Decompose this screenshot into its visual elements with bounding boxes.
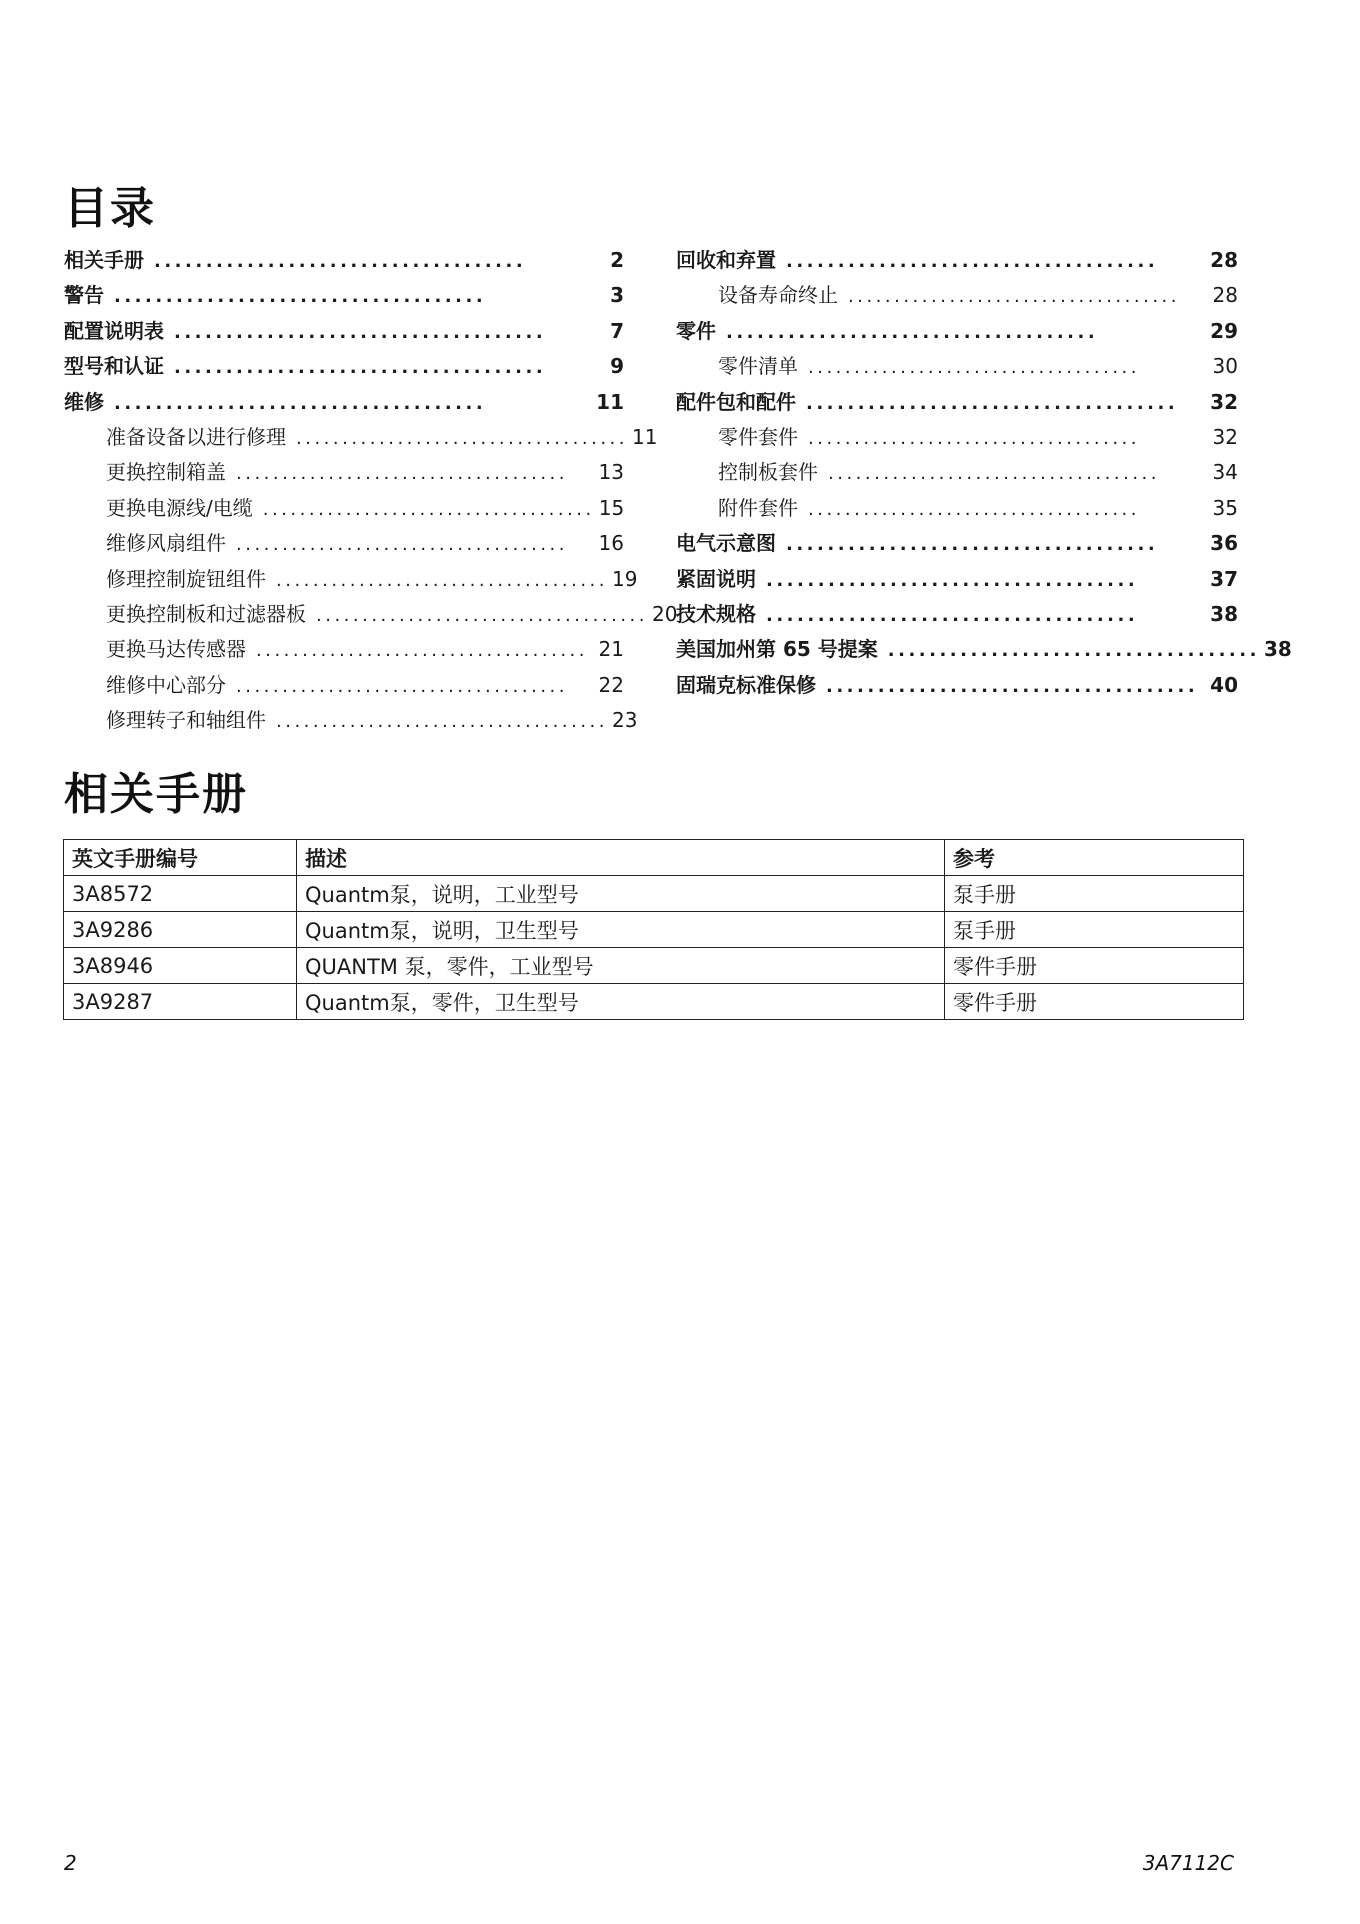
toc-entry-page: 9 [610, 354, 624, 379]
toc-entry-label: 维修风扇组件 [106, 531, 226, 556]
toc-entry-label: 电气示意图 [676, 531, 776, 556]
toc-entry-leader: .................................... [808, 498, 1140, 520]
toc-entry-label: 控制板套件 [718, 460, 818, 485]
page-number: 2 [64, 1851, 77, 1875]
toc-entry-page: 20 [651, 601, 678, 626]
toc-entry-page: 3 [610, 283, 624, 308]
toc-entry-page: 29 [1210, 318, 1238, 343]
toc-entry-page: 22 [598, 672, 624, 697]
reference-cell: 零件手册 [945, 984, 1244, 1020]
toc-entry-page: 23 [611, 708, 638, 733]
toc-subentry[interactable] [64, 668, 624, 703]
manual-number-cell: 3A9286 [64, 912, 297, 948]
toc-entry-page: 30 [1212, 354, 1238, 379]
toc-entry-label: 警告 [64, 283, 104, 308]
toc-entry-leader: .................................... [766, 604, 1139, 626]
toc-subentry[interactable] [64, 562, 638, 597]
toc-entry[interactable] [676, 562, 1238, 597]
toc-entry-leader: .................................... [826, 675, 1199, 697]
toc-title: 目录 [64, 183, 156, 234]
description-cell: QUANTM 泵，零件，工业型号 [297, 948, 945, 984]
toc-entry[interactable] [676, 632, 1292, 667]
toc-entry-leader: .................................... [828, 463, 1160, 485]
toc-entry-page: 19 [611, 566, 638, 591]
toc-entry-leader: .................................... [154, 251, 527, 272]
toc-entry-label: 相关手册 [64, 248, 144, 272]
toc-subentry[interactable] [64, 526, 624, 561]
toc-entry-page: 35 [1212, 495, 1238, 520]
toc-entry-label: 更换控制箱盖 [106, 460, 226, 485]
toc-entry-label: 固瑞克标准保修 [676, 672, 816, 697]
toc-entry[interactable] [64, 243, 624, 278]
table-row [64, 912, 1244, 948]
toc-subentry[interactable] [64, 597, 678, 632]
manual-number-cell: 3A8572 [64, 876, 297, 912]
toc-entry[interactable] [64, 314, 624, 349]
toc-entry-leader: .................................... [786, 534, 1159, 556]
description-cell: Quantm泵，零件，卫生型号 [297, 984, 945, 1020]
toc-entry-leader: .................................... [256, 640, 588, 662]
reference-cell: 泵手册 [945, 912, 1244, 948]
toc-entry-label: 技术规格 [676, 601, 756, 626]
toc-entry-leader: .................................... [296, 427, 628, 449]
toc-entry-leader: .................................... [236, 675, 568, 697]
toc-entry[interactable] [676, 526, 1238, 561]
toc-entry-page: 11 [596, 389, 624, 414]
toc-subentry[interactable] [676, 455, 1238, 490]
manual-number-cell: 3A9287 [64, 984, 297, 1020]
toc-entry-page: 40 [1210, 672, 1238, 697]
toc-left-column [64, 243, 678, 738]
toc-entry-label: 修理控制旋钮组件 [106, 566, 266, 591]
reference-cell: 零件手册 [945, 948, 1244, 984]
toc-entry[interactable] [676, 385, 1238, 420]
toc-entry[interactable] [64, 278, 624, 313]
toc-entry-label: 维修 [64, 389, 104, 414]
toc-entry-page: 2 [610, 248, 624, 272]
toc-entry-page: 28 [1210, 248, 1238, 272]
toc-entry-page: 13 [598, 460, 624, 485]
toc-entry-label: 附件套件 [718, 495, 798, 520]
toc-entry-leader: .................................... [808, 427, 1140, 449]
column-header-description: 描述 [297, 840, 945, 876]
toc-entry[interactable] [676, 314, 1238, 349]
toc-entry-page: 16 [598, 531, 624, 556]
toc-entry-label: 零件清单 [718, 354, 798, 379]
toc-entry[interactable] [676, 243, 1238, 278]
toc-entry-label: 准备设备以进行修理 [106, 424, 286, 449]
toc-entry-label: 美国加州第 65 号提案 [676, 637, 878, 662]
toc-entry-label: 零件套件 [718, 424, 798, 449]
toc-entry-leader: .................................... [887, 640, 1260, 662]
description-cell: Quantm泵，说明，工业型号 [297, 876, 945, 912]
toc-subentry[interactable] [64, 455, 624, 490]
toc-entry-leader: .................................... [174, 321, 547, 343]
toc-entry-leader: .................................... [174, 357, 547, 379]
toc-entry-page: 28 [1212, 283, 1238, 308]
table-header-row [64, 840, 1244, 876]
toc-entry[interactable] [64, 385, 624, 420]
toc-subentry[interactable] [64, 420, 658, 455]
related-manuals-table [63, 839, 1244, 1020]
toc-entry-label: 更换电源线/电缆 [106, 495, 253, 520]
toc-entry-page: 38 [1210, 601, 1238, 626]
table-row [64, 876, 1244, 912]
toc-entry[interactable] [676, 668, 1238, 703]
column-header-reference: 参考 [945, 840, 1244, 876]
toc-entry[interactable] [64, 349, 624, 384]
toc-entry-page: 7 [610, 318, 624, 343]
toc-entry-label: 型号和认证 [64, 354, 164, 379]
toc-entry-label: 配件包和配件 [676, 389, 796, 414]
toc-subentry[interactable] [676, 491, 1238, 526]
toc-entry-label: 设备寿命终止 [718, 283, 838, 308]
toc-entry-page: 32 [1212, 424, 1238, 449]
reference-cell: 泵手册 [945, 876, 1244, 912]
toc-entry-leader: .................................... [806, 392, 1179, 414]
toc-entry-page: 21 [598, 637, 624, 662]
toc-entry-label: 维修中心部分 [106, 672, 226, 697]
toc-subentry[interactable] [64, 703, 638, 738]
toc-entry-leader: .................................... [848, 286, 1180, 308]
description-cell: Quantm泵，说明，卫生型号 [297, 912, 945, 948]
toc-entry-leader: .................................... [236, 463, 568, 485]
toc-entry-label: 回收和弃置 [676, 248, 776, 272]
toc-entry-label: 配置说明表 [64, 318, 164, 343]
toc-entry-leader: .................................... [114, 392, 487, 414]
manual-number-cell: 3A8946 [64, 948, 297, 984]
toc-entry-leader: .................................... [236, 534, 568, 556]
column-header-manual-number: 英文手册编号 [64, 840, 297, 876]
toc-subentry[interactable] [64, 632, 624, 667]
toc-entry-leader: .................................... [276, 711, 608, 733]
toc-entry-label: 更换控制板和过滤器板 [106, 601, 306, 626]
toc-entry-page: 36 [1210, 531, 1238, 556]
toc-entry-leader: .................................... [276, 569, 608, 591]
toc-entry-page: 15 [598, 495, 625, 520]
toc-subentry[interactable] [676, 349, 1238, 384]
toc-right-column [676, 243, 1292, 703]
toc-entry-leader: .................................... [114, 286, 487, 308]
toc-entry-page: 34 [1212, 460, 1238, 485]
toc-entry-label: 更换马达传感器 [106, 637, 246, 662]
toc-entry-page: 32 [1210, 389, 1238, 414]
toc-entry-leader: .................................... [316, 604, 648, 626]
toc-subentry[interactable] [64, 491, 624, 526]
related-manuals-title: 相关手册 [64, 769, 248, 820]
toc-entry-page: 11 [631, 424, 658, 449]
toc-entry-leader: .................................... [808, 357, 1140, 379]
toc-subentry[interactable] [676, 420, 1238, 455]
toc-entry-leader: .................................... [262, 498, 595, 520]
toc-entry-leader: .................................... [726, 321, 1099, 343]
toc-entry[interactable] [676, 597, 1238, 632]
document-code: 3A7112C [1142, 1851, 1234, 1875]
toc-entry-leader: .................................... [786, 251, 1159, 272]
toc-entry-leader: .................................... [766, 569, 1139, 591]
toc-entry-label: 紧固说明 [676, 566, 756, 591]
toc-entry-page: 37 [1210, 566, 1238, 591]
table-row [64, 984, 1244, 1020]
table-row [64, 948, 1244, 984]
toc-subentry[interactable] [676, 278, 1238, 313]
toc-entry-page: 38 [1263, 637, 1292, 662]
toc-entry-label: 零件 [676, 318, 716, 343]
toc-entry-label: 修理转子和轴组件 [106, 708, 266, 733]
